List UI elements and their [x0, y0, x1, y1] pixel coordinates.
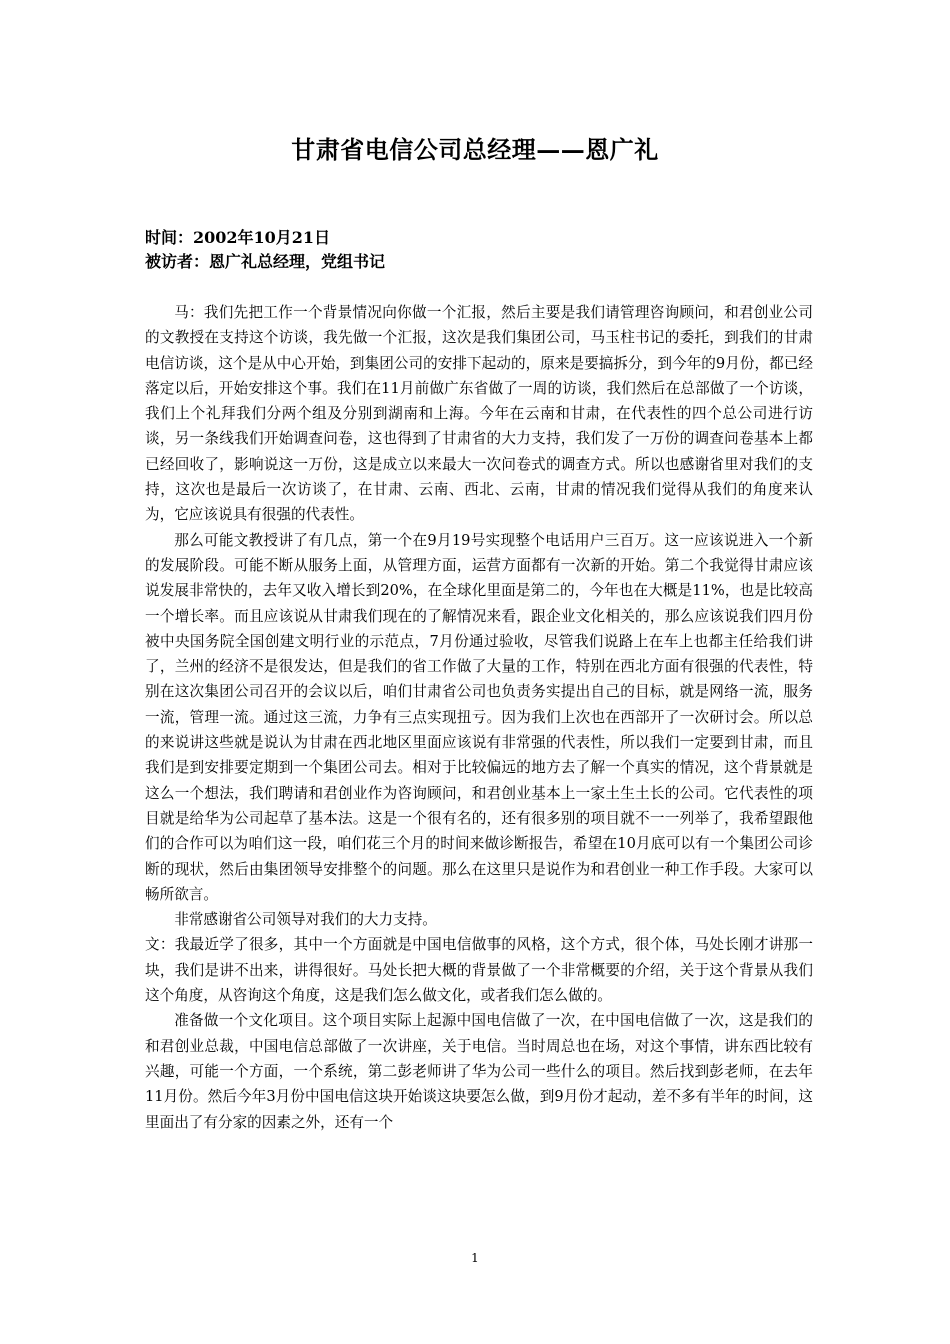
- body-paragraph: 准备做一个文化项目。这个项目实际上起源中国电信做了一次，在中国电信做了一次，这是我们的和君创业总裁，中国电信总部做了一次讲座，关于电信。当时周总也在场，对这个事情，讲东西比较有兴趣，可能一个方面，一个系统，第二彭老师讲了华为公司一些什么的项目。然后找到彭老师，在去年11月份。然后今年3月份中国电信这块开始谈这块要怎么做，到9月份才起动，差不多有半年的时间，这里面出了有分家的因素之外，还有一个: [145, 1012, 813, 1131]
- body-paragraph: 那么可能文教授讲了有几点，第一个在9月19号实现整个电话用户三百万。这一应该说进入一个新的发展阶段。可能不断从服务上面，从管理方面，运营方面都有一次新的开始。第二个我觉得甘肃应该说发展非常快的，去年又收入增长到20%，在全球化里面是第二的，今年也在大概是11%，也是比较高一个增长率。而且应该说从甘肃我们现在的了解情况来看，跟企业文化相关的，那么应该说我们四月份被中央国务院全国创建文明行业的示范点，7月份通过验收，尽管我们说路上在车上也都主任给我们讲了，兰州的经济不是很发达，但是我们的省工作做了大量的工作，特别在西北方面有很强的代表性，特别在这次集团公司召开的会议以后，咱们甘肃省公司也负责务实提出自己的目标，就是网络一流，服务一流，管理一流。通过这三流，力争有三点实现扭亏。因为我们上次也在西部开了一次研讨会。所以总的来说讲这些就是说认为甘肃在西北地区里面应该说有非常强的代表性，所以我们一定要到甘肃，而且我们是到安排要定期到一个集团公司去。相对于比较偏远的地方去了解一个真实的情况，这个背景就是这么一个想法，我们聘请和君创业作为咨询顾问，和君创业基本上一家土生土长的公司。它代表性的项目就是给华为公司起草了基本法。这是一个很有名的，还有很多别的项目就不一一列举了，我希望跟他们的合作可以为咱们这一段，咱们花三个月的时间来做诊断报告，希望在10月底可以有一个集团公司诊断的现状，然后由集团领导安排整个的问题。那么在这里只是说作为和君创业一种工作手段。大家可以畅所欲言。: [145, 531, 813, 903]
- interview-time: 时间：2002年10月21日: [145, 228, 331, 247]
- document-title: 甘肃省电信公司总经理——恩广礼: [291, 135, 659, 164]
- interview-meta: [145, 226, 825, 274]
- interviewee-line: 被访者：恩广礼总经理，党组书记: [145, 252, 386, 271]
- page-number: 1: [471, 1251, 479, 1265]
- document-body: [145, 300, 813, 1135]
- body-paragraph: 非常感谢省公司领导对我们的大力支持。: [174, 911, 437, 929]
- body-paragraph: 文：我最近学了很多，其中一个方面就是中国电信做事的风格，这个方式，很个体，马处长刚才讲那一块，我们是讲不出来，讲得很好。马处长把大概的背景做了一个非常概要的介绍，关于这个背景从我们这个角度，从咨询这个角度，这是我们怎么做文化，或者我们怎么做的。: [145, 936, 813, 1005]
- body-paragraph: 马：我们先把工作一个背景情况向你做一个汇报，然后主要是我们请管理咨询顾问，和君创业公司的文教授在支持这个访谈，我先做一个汇报，这次是我们集团公司，马玉柱书记的委托，到我们的甘肃电信访谈，这个是从中心开始，到集团公司的安排下起动的，原来是要搞拆分，到今年的9月份，都已经落定以后，开始安排这个事。我们在11月前做广东省做了一周的访谈，我们然后在总部做了一个访谈，我们上个礼拜我们分两个组及分别到湖南和上海。今年在云南和甘肃，在代表性的四个总公司进行访谈，另一条线我们开始调查问卷，这也得到了甘肃省的大力支持，我们发了一万份的调查问卷基本上都已经回收了，影响说这一万份，这是成立以来最大一次问卷式的调查方式。所以也感谢省里对我们的支持，这次也是最后一次访谈了，在甘肃、云南、西北、云南，甘肃的情况我们觉得从我们的角度来认为，它应该说具有很强的代表性。: [145, 304, 813, 524]
